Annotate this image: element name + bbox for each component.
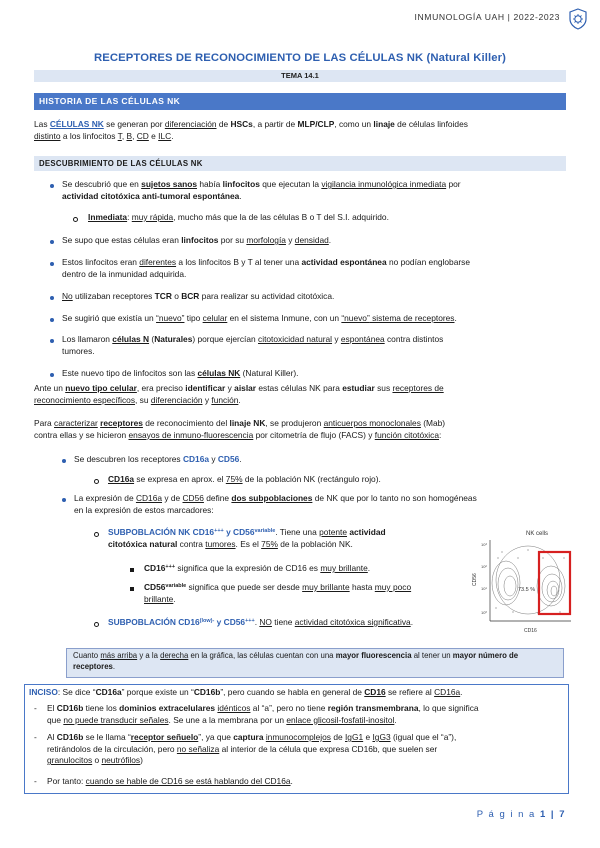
scatter-dots [495,549,564,613]
svg-text:10³: 10³ [481,542,487,547]
section-heading: HISTORIA DE LAS CÉLULAS NK [34,93,566,110]
list-item: Al CD16b se le llama “receptor señuelo”, ya que captura inmunocomplejos de IgG1 e IgG3 (igual que el “a”), retirándolos de la circulación, pero no señaliza al interior de la célula que expresa CD16b, que suelen ser granulocitos o neutrófilos) [47,732,457,766]
bullet-icon [50,296,54,300]
bullet-icon [62,459,66,463]
list-item: La expresión de CD16a y de CD56 define dos subpoblaciones de NK que por lo tanto no son homogéneas en la expresión de estos marcadores: [74,493,477,515]
intro-paragraph: Las CÉLULAS NK se generan por diferenciación de HSCs, a partir de MLP/CLP, como un linaje de células linfoides distinto a los linfocitos T, B, CD e ILC. [34,119,468,141]
bullet-icon [62,498,66,502]
gate-rectangle [539,552,570,614]
dash-icon: - [34,776,37,786]
density-contours [492,546,565,614]
sub-bullet-icon [94,479,99,484]
subsection-heading: DESCUBRIMIENTO DE LAS CÉLULAS NK [34,156,566,171]
sub-bullet-icon [94,532,99,537]
bullet-icon [50,339,54,343]
list-item: $CD56^{variable}$ significa que puede ser desde muy brillante hasta muy poco brillante. [144,582,412,604]
list-item: El CD16b tiene los dominios extracelulares idénticos al “a”, pero no tiene región transmembrana, lo que significa que no puede transducir señales. Se une a la membrana por un enlace glicosil-fosfatil-inositol. [47,703,479,725]
list-item: Los llamaron células N (Naturales) porque ejercían citotoxicidad natural y espontánea contra distintos tumores. [62,334,444,356]
paragraph: Ante un nuevo tipo celular, era preciso identificar y aislar estas células NK para estudiar sus receptores de reconocimiento específicos, su diferenciación y función. [34,383,444,405]
svg-text:10⁰: 10⁰ [481,610,488,615]
sub-bullet-icon [73,217,78,222]
topic-label: TEMA 14.1 [34,70,566,82]
list-item: Estos linfocitos eran diferentes a los linfocitos B y T al tener una actividad espontánea no podían englobarse dentro de la inmunidad adquirida. [62,257,470,279]
page-number: 1 [539,809,547,820]
note-box: Cuanto más arriba y a la derecha en la gráfica, las células cuentan con una mayor fluorescencia al tener un mayor número de receptores. [66,648,564,678]
page-footer: P á g i n a 1 | 7 [476,809,566,820]
figure-title: NK cells [526,531,549,537]
list-item: CD16a se expresa en aprox. el 75% de la población NK (rectángulo rojo). [108,474,381,484]
dash-icon: - [34,703,37,713]
list-item: Por tanto: cuando se hable de CD16 se está hablando del CD16a. [47,776,293,786]
inciso-box [24,684,569,794]
svg-text:10¹: 10¹ [481,586,487,591]
list-item: SUBPOBLACIÓN $CD16^{(low)-}$ y CD56+++. NO tiene actividad citotóxica significativa. [108,617,414,627]
list-item: No utilizaban receptores TCR o BCR para realizar su actividad citotóxica. [62,291,335,301]
bullet-icon [50,184,54,188]
page-label: P á g i n a [476,809,536,820]
list-item: Se descubrió que en sujetos sanos había linfocitos que ejecutan la vigilancia inmunológica inmediata por actividad citotóxica anti-tumoral espontánea. [62,179,461,201]
x-axis-label: CD16 [524,628,537,634]
nk-cells-flow-cytometry-plot [468,528,572,638]
page-header [0,8,600,30]
svg-text:10²: 10² [481,564,487,569]
bullet-icon [50,318,54,322]
list-item: Se sugirió que existía un “nuevo” tipo celular en el sistema Inmune, con un “nuevo” sistema de receptores. [62,313,457,323]
course-label: INMUNOLOGÍA UAH | 2022-2023 [414,12,560,22]
bullet-icon [50,373,54,377]
square-bullet-icon [130,587,134,591]
list-item: CD16+++ significa que la expresión de CD16 es muy brillante. [144,563,371,573]
percent-label: 73.5 % [518,587,536,593]
list-item: SUBPOBLACIÓN NK CD16+++ y $CD56^{variable}$. Tiene una potente actividad citotóxica natural contra tumores. Es el 75% de la población NK. [108,527,386,549]
dash-icon: - [34,732,37,742]
square-bullet-icon [130,568,134,572]
shield-virus-icon [568,8,588,30]
page-title: RECEPTORES DE RECONOCIMIENTO DE LAS CÉLULAS NK (Natural Killer) [94,52,506,64]
list-item: Se supo que estas células eran linfocitos por su morfología y densidad. [62,235,332,245]
bullet-icon [50,262,54,266]
inciso-intro: INCISO: Se dice “CD16a” porque existe un “CD16b”, pero cuando se habla en general de CD16 se refiere al CD16a. [29,687,463,697]
y-axis-label: CD56 [472,573,478,586]
bullet-icon [50,240,54,244]
page-total: 7 [559,809,566,820]
list-item: Este nuevo tipo de linfocitos son las células NK (Natural Killer). [62,368,299,378]
paragraph: Para caracterizar receptores de reconocimiento del linaje NK, se produjeron anticuerpos monoclonales (Mab) contra ellas y se hicieron ensayos de inmuno-fluorescencia por citometría de flujo (FACS) y función citotóxica: [34,418,446,440]
list-item: Se descubren los receptores CD16a y CD56. [74,454,242,464]
sub-bullet-icon [94,622,99,627]
list-item: Inmediata: muy rápida, mucho más que la de las células B o T del S.I. adquirido. [88,212,389,222]
